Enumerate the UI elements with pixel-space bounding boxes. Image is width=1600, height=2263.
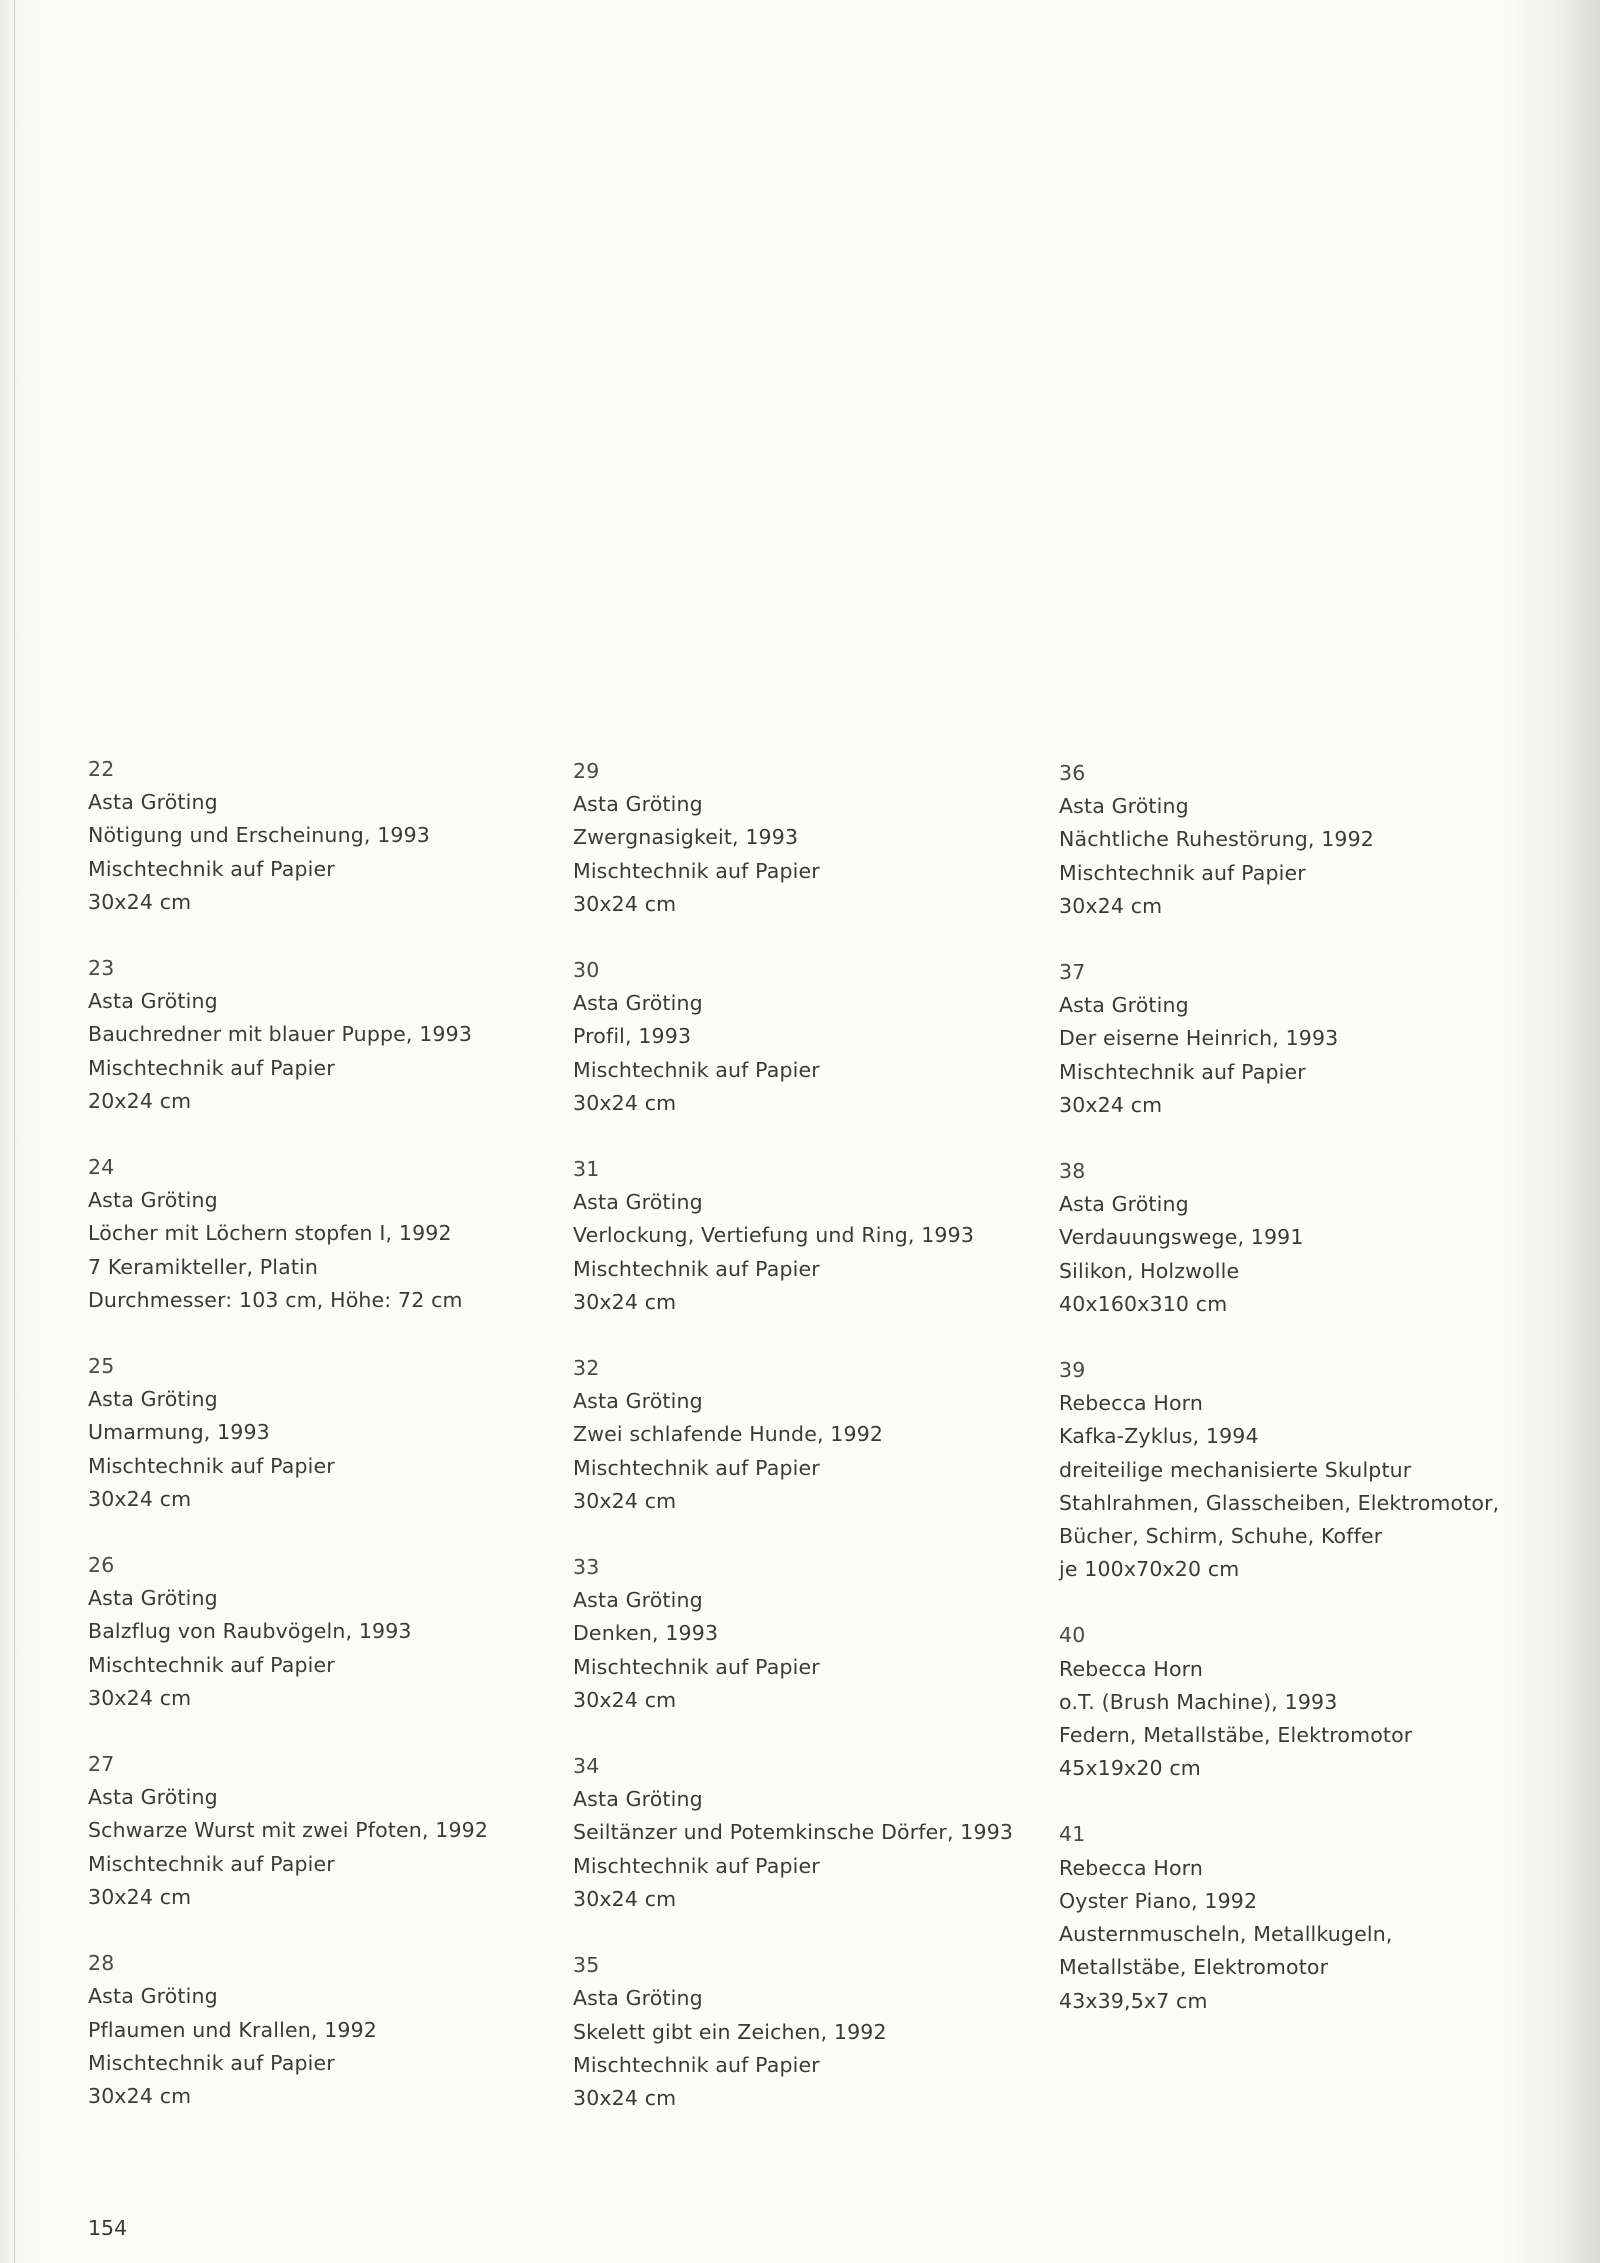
binding-edge xyxy=(14,0,15,2263)
catalog-entry xyxy=(88,1947,608,2113)
entry-detail: Mischtechnik auf Papier xyxy=(88,1652,335,1677)
entry-artist: Asta Gröting xyxy=(88,1387,218,1412)
entry-detail: 7 Keramikteller, Platin xyxy=(88,1254,319,1279)
catalog-column-3 xyxy=(1059,757,1579,2051)
entry-number: 29 xyxy=(573,759,600,783)
entry-title: Bauchredner mit blauer Puppe, 1993 xyxy=(88,1022,473,1047)
entry-artist: Asta Gröting xyxy=(573,1190,703,1215)
entry-detail: Mischtechnik auf Papier xyxy=(573,858,820,883)
entry-number: 31 xyxy=(573,1157,600,1182)
entry-title: Schwarze Wurst mit zwei Pfoten, 1992 xyxy=(88,1818,489,1843)
entry-artist: Rebecca Horn xyxy=(1059,1855,1203,1880)
entry-detail: 43x39,5x7 cm xyxy=(1059,1988,1208,2013)
entry-detail: 40x160x310 cm xyxy=(1059,1291,1228,1316)
entry-detail: Stahlrahmen, Glasscheiben, Elektromotor, xyxy=(1059,1490,1500,1515)
entry-detail: Mischtechnik auf Papier xyxy=(1059,860,1306,885)
catalog-entry xyxy=(1059,1818,1579,2017)
catalog-entry xyxy=(88,1549,608,1715)
entry-detail: Mischtechnik auf Papier xyxy=(573,1455,820,1480)
entry-detail: Durchmesser: 103 cm, Höhe: 72 cm xyxy=(88,1287,463,1312)
entry-title: Umarmung, 1993 xyxy=(88,1420,270,1445)
entry-detail: dreiteilige mechanisierte Skulptur xyxy=(1059,1457,1412,1482)
entry-detail: 30x24 cm xyxy=(573,1090,677,1115)
entry-number: 39 xyxy=(1059,1358,1086,1383)
entry-artist: Asta Gröting xyxy=(1059,993,1189,1018)
entry-title: Balzflug von Raubvögeln, 1993 xyxy=(88,1619,412,1644)
entry-title: Verlockung, Vertiefung und Ring, 1993 xyxy=(573,1223,975,1248)
catalog-entry xyxy=(573,1750,1093,1916)
entry-detail: 30x24 cm xyxy=(573,1488,677,1513)
catalog-entry xyxy=(573,1153,1093,1319)
entry-number: 26 xyxy=(88,1553,115,1578)
entry-detail: Mischtechnik auf Papier xyxy=(88,2050,335,2075)
entry-detail: Mischtechnik auf Papier xyxy=(88,1055,335,1080)
entry-detail: 45x19x20 cm xyxy=(1059,1756,1201,1781)
entry-number: 28 xyxy=(88,1951,115,1976)
entry-artist: Asta Gröting xyxy=(1059,1192,1189,1217)
entry-title: Nötigung und Erscheinung, 1993 xyxy=(88,823,430,848)
entry-artist: Asta Gröting xyxy=(573,1389,703,1414)
entry-detail: Mischtechnik auf Papier xyxy=(88,856,335,881)
entry-artist: Rebecca Horn xyxy=(1059,1391,1203,1416)
entry-detail: Mischtechnik auf Papier xyxy=(573,1654,820,1679)
entry-detail: 30x24 cm xyxy=(573,2085,677,2110)
entry-artist: Rebecca Horn xyxy=(1059,1656,1203,1681)
page-number: 154 xyxy=(88,2216,128,2240)
entry-title: Kafka-Zyklus, 1994 xyxy=(1059,1424,1259,1449)
entry-title: Zwei schlafende Hunde, 1992 xyxy=(573,1422,884,1447)
entry-number: 30 xyxy=(573,958,600,983)
entry-number: 37 xyxy=(1059,960,1086,985)
entry-artist: Asta Gröting xyxy=(88,989,218,1014)
entry-number: 34 xyxy=(573,1754,600,1779)
entry-number: 41 xyxy=(1059,1822,1086,1847)
entry-detail: Mischtechnik auf Papier xyxy=(573,2052,820,2077)
entry-artist: Asta Gröting xyxy=(88,790,218,815)
entry-detail: Austernmuscheln, Metallkugeln, xyxy=(1059,1922,1393,1947)
entry-detail: Mischtechnik auf Papier xyxy=(88,1851,335,1876)
entry-artist: Asta Gröting xyxy=(88,1586,218,1611)
entry-title: Nächtliche Ruhestörung, 1992 xyxy=(1059,827,1374,852)
entry-detail: Bücher, Schirm, Schuhe, Koffer xyxy=(1059,1524,1383,1549)
entry-title: Der eiserne Heinrich, 1993 xyxy=(1059,1026,1339,1051)
catalog-entry xyxy=(88,753,608,919)
catalog-entry xyxy=(1059,1619,1579,1785)
entry-number: 22 xyxy=(88,757,115,781)
entry-artist: Asta Gröting xyxy=(88,1188,218,1213)
catalog-entry xyxy=(1059,1354,1579,1586)
entry-title: Skelett gibt ein Zeichen, 1992 xyxy=(573,2019,887,2044)
entry-number: 25 xyxy=(88,1354,115,1379)
entry-detail: Mischtechnik auf Papier xyxy=(88,1453,335,1478)
entry-number: 35 xyxy=(573,1953,600,1978)
entry-number: 32 xyxy=(573,1356,600,1381)
catalog-entry xyxy=(573,954,1093,1120)
catalog-column-1 xyxy=(88,753,608,2146)
entry-artist: Asta Gröting xyxy=(573,1787,703,1812)
entry-number: 23 xyxy=(88,956,115,981)
entry-title: o.T. (Brush Machine), 1993 xyxy=(1059,1689,1338,1714)
entry-artist: Asta Gröting xyxy=(573,1588,703,1613)
entry-number: 40 xyxy=(1059,1623,1086,1648)
entry-detail: 30x24 cm xyxy=(573,1687,677,1712)
entry-detail: 30x24 cm xyxy=(1059,893,1163,918)
entry-detail: Metallstäbe, Elektromotor xyxy=(1059,1955,1329,1980)
entry-detail: 30x24 cm xyxy=(573,1886,677,1911)
entry-detail: 30x24 cm xyxy=(573,891,677,916)
entry-artist: Asta Gröting xyxy=(1059,794,1189,819)
catalog-entry xyxy=(1059,956,1579,1122)
entry-number: 24 xyxy=(88,1155,115,1180)
entry-title: Zwergnasigkeit, 1993 xyxy=(573,825,799,850)
entry-detail: 30x24 cm xyxy=(88,1884,192,1909)
catalog-entry xyxy=(1059,1155,1579,1321)
entry-detail: 30x24 cm xyxy=(88,889,192,914)
entry-detail: 30x24 cm xyxy=(573,1289,677,1314)
catalog-entry xyxy=(88,1350,608,1516)
entry-detail: Mischtechnik auf Papier xyxy=(573,1853,820,1878)
catalog-entry xyxy=(88,1748,608,1914)
entry-artist: Asta Gröting xyxy=(88,1984,218,2009)
catalog-entry xyxy=(573,1551,1093,1717)
entry-detail: je 100x70x20 cm xyxy=(1059,1557,1240,1582)
catalog-entry xyxy=(1059,757,1579,923)
catalog-entry xyxy=(573,1352,1093,1518)
entry-artist: Asta Gröting xyxy=(573,1986,703,2011)
catalog-entry xyxy=(573,1949,1093,2115)
entry-title: Pflaumen und Krallen, 1992 xyxy=(88,2017,377,2042)
entry-detail: 30x24 cm xyxy=(1059,1092,1163,1117)
entry-title: Löcher mit Löchern stopfen I, 1992 xyxy=(88,1221,452,1246)
catalog-entry xyxy=(88,1151,608,1317)
entry-detail: Silikon, Holzwolle xyxy=(1059,1258,1240,1283)
entry-number: 33 xyxy=(573,1555,600,1580)
entry-detail: 30x24 cm xyxy=(88,2083,192,2108)
entry-detail: 30x24 cm xyxy=(88,1685,192,1710)
entry-title: Oyster Piano, 1992 xyxy=(1059,1888,1258,1913)
entry-detail: Mischtechnik auf Papier xyxy=(573,1256,820,1281)
entry-detail: 20x24 cm xyxy=(88,1088,192,1113)
entry-number: 36 xyxy=(1059,761,1086,785)
entry-title: Seiltänzer und Potemkinsche Dörfer, 1993 xyxy=(573,1820,1014,1845)
entry-detail: Mischtechnik auf Papier xyxy=(573,1057,820,1082)
catalog-entry xyxy=(573,755,1093,921)
entry-detail: Mischtechnik auf Papier xyxy=(1059,1059,1306,1084)
entry-artist: Asta Gröting xyxy=(573,991,703,1016)
entry-title: Profil, 1993 xyxy=(573,1024,692,1049)
entry-title: Denken, 1993 xyxy=(573,1621,719,1646)
entry-detail: 30x24 cm xyxy=(88,1486,192,1511)
entry-number: 27 xyxy=(88,1752,115,1777)
entry-detail: Federn, Metallstäbe, Elektromotor xyxy=(1059,1723,1413,1748)
entry-title: Verdauungswege, 1991 xyxy=(1059,1225,1304,1250)
catalog-column-2 xyxy=(573,755,1093,2148)
catalog-entry xyxy=(88,952,608,1118)
entry-number: 38 xyxy=(1059,1159,1086,1184)
entry-artist: Asta Gröting xyxy=(88,1785,218,1810)
entry-artist: Asta Gröting xyxy=(573,792,703,817)
